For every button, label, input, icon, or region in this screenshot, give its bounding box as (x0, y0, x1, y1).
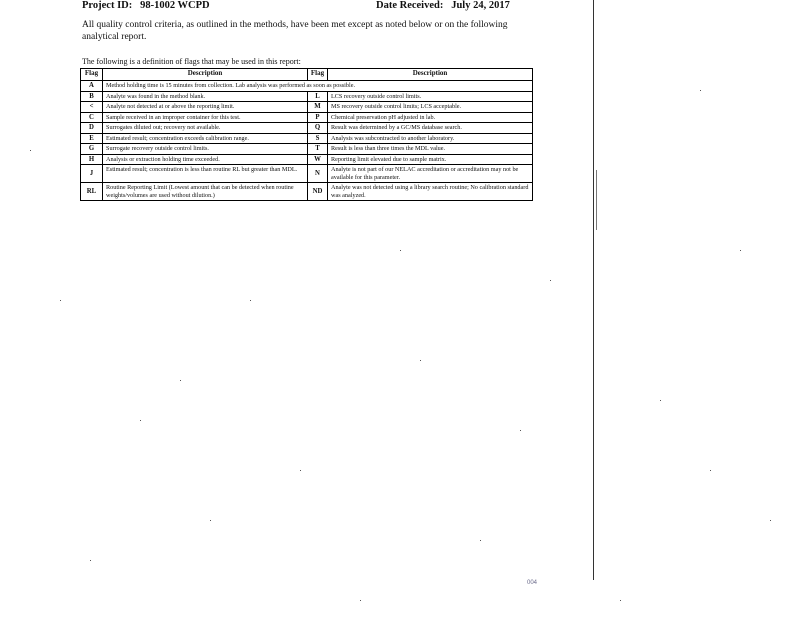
flag-code: S (308, 133, 328, 144)
column-header-description: Description (328, 69, 533, 81)
flag-code: J (81, 165, 103, 183)
scan-speck (140, 420, 141, 421)
flag-description: Sample received in an improper container for this test. (103, 112, 308, 123)
flag-description: Analyte is not part of our NELAC accreditation or accreditation may not be available for this parameter. (328, 165, 533, 183)
flag-code: Q (308, 123, 328, 134)
scan-speck (300, 470, 301, 471)
flag-code: ND (308, 183, 328, 201)
flag-code: G (81, 144, 103, 155)
flag-description: Reporting limit elevated due to sample matrix. (328, 154, 533, 165)
scan-edge-line (593, 0, 594, 580)
flag-code: T (308, 144, 328, 155)
flag-description: Analysis was subcontracted to another laboratory. (328, 133, 533, 144)
flag-description: Analyte was found in the method blank. (103, 91, 308, 102)
flag-code: C (81, 112, 103, 123)
scan-speck (700, 90, 701, 91)
flag-code: M (308, 102, 328, 113)
flag-description: Surrogates diluted out; recovery not available. (103, 123, 308, 134)
qc-statement: All quality control criteria, as outlined in the methods, have been met except as noted below or on the following analytical report. (82, 20, 508, 42)
flag-code: < (81, 102, 103, 113)
flag-description: Estimated result; concentration exceeds calibration range. (103, 133, 308, 144)
flag-description: Analysis or extraction holding time exceeded. (103, 154, 308, 165)
table-row (81, 102, 533, 113)
scan-edge-line (596, 170, 597, 230)
table-row (81, 144, 533, 155)
flag-description: Surrogate recovery outside control limits. (103, 144, 308, 155)
table-row (81, 123, 533, 134)
flag-description: Analyte not detected at or above the reporting limit. (103, 102, 308, 113)
table-row (81, 154, 533, 165)
flag-code: RL (81, 183, 103, 201)
scan-speck (480, 540, 481, 541)
scan-speck (90, 560, 91, 561)
flag-code: N (308, 165, 328, 183)
scan-speck (400, 250, 401, 251)
scan-speck (420, 360, 421, 361)
flag-code: E (81, 133, 103, 144)
flag-code: D (81, 123, 103, 134)
flag-code: B (81, 91, 103, 102)
page-number: 004 (527, 580, 538, 586)
scan-speck (360, 600, 361, 601)
flag-code: A (81, 81, 103, 92)
flag-description: Result is less than three times the MDL value. (328, 144, 533, 155)
flag-description: MS recovery outside control limits; LCS acceptable. (328, 102, 533, 113)
scan-speck (180, 380, 181, 381)
flag-code: W (308, 154, 328, 165)
flag-definition-intro: The following is a definition of flags that may be used in this report: (82, 57, 301, 66)
flag-definition-table (80, 68, 533, 201)
table-row (81, 81, 533, 92)
scan-speck (210, 520, 211, 521)
scan-speck (550, 280, 551, 281)
flag-code: L (308, 91, 328, 102)
flag-description: Result was determined by a GC/MS database search. (328, 123, 533, 134)
scan-speck (30, 150, 31, 151)
flag-description: Chemical preservation pH adjusted in lab. (328, 112, 533, 123)
flag-description: Analyte was not detected using a library search routine; No calibration standard was analyzed. (328, 183, 533, 201)
flag-description: Method holding time is 15 minutes from collection. Lab analysis was performed as soon as possible. (103, 81, 533, 92)
project-id (82, 0, 210, 11)
column-header-description: Description (103, 69, 308, 81)
flag-code: H (81, 154, 103, 165)
scan-speck (660, 400, 661, 401)
table-row (81, 183, 533, 201)
scan-speck (770, 520, 771, 521)
table-header-row (81, 69, 533, 81)
table-row (81, 91, 533, 102)
column-header-flag: Flag (81, 69, 103, 81)
table-row (81, 165, 533, 183)
scan-speck (250, 300, 251, 301)
project-id-label: Project ID: (82, 0, 133, 11)
date-received-label: Date Received: (376, 0, 444, 11)
scan-speck (520, 430, 521, 431)
date-received-value: July 24, 2017 (451, 0, 510, 11)
date-received (376, 0, 510, 11)
column-header-flag: Flag (308, 69, 328, 81)
table-row (81, 133, 533, 144)
flag-code: P (308, 112, 328, 123)
flag-description: LCS recovery outside control limits. (328, 91, 533, 102)
project-id-value: 98-1002 WCPD (140, 0, 210, 11)
scan-speck (620, 600, 621, 601)
flag-description: Estimated result; concentration is less than routine RL but greater than MDL. (103, 165, 308, 183)
scan-speck (710, 470, 711, 471)
scan-speck (740, 250, 741, 251)
flag-description: Routine Reporting Limit (Lowest amount that can be detected when routine weights/volumes are used without dilution.) (103, 183, 308, 201)
table-row (81, 112, 533, 123)
scan-speck (60, 300, 61, 301)
